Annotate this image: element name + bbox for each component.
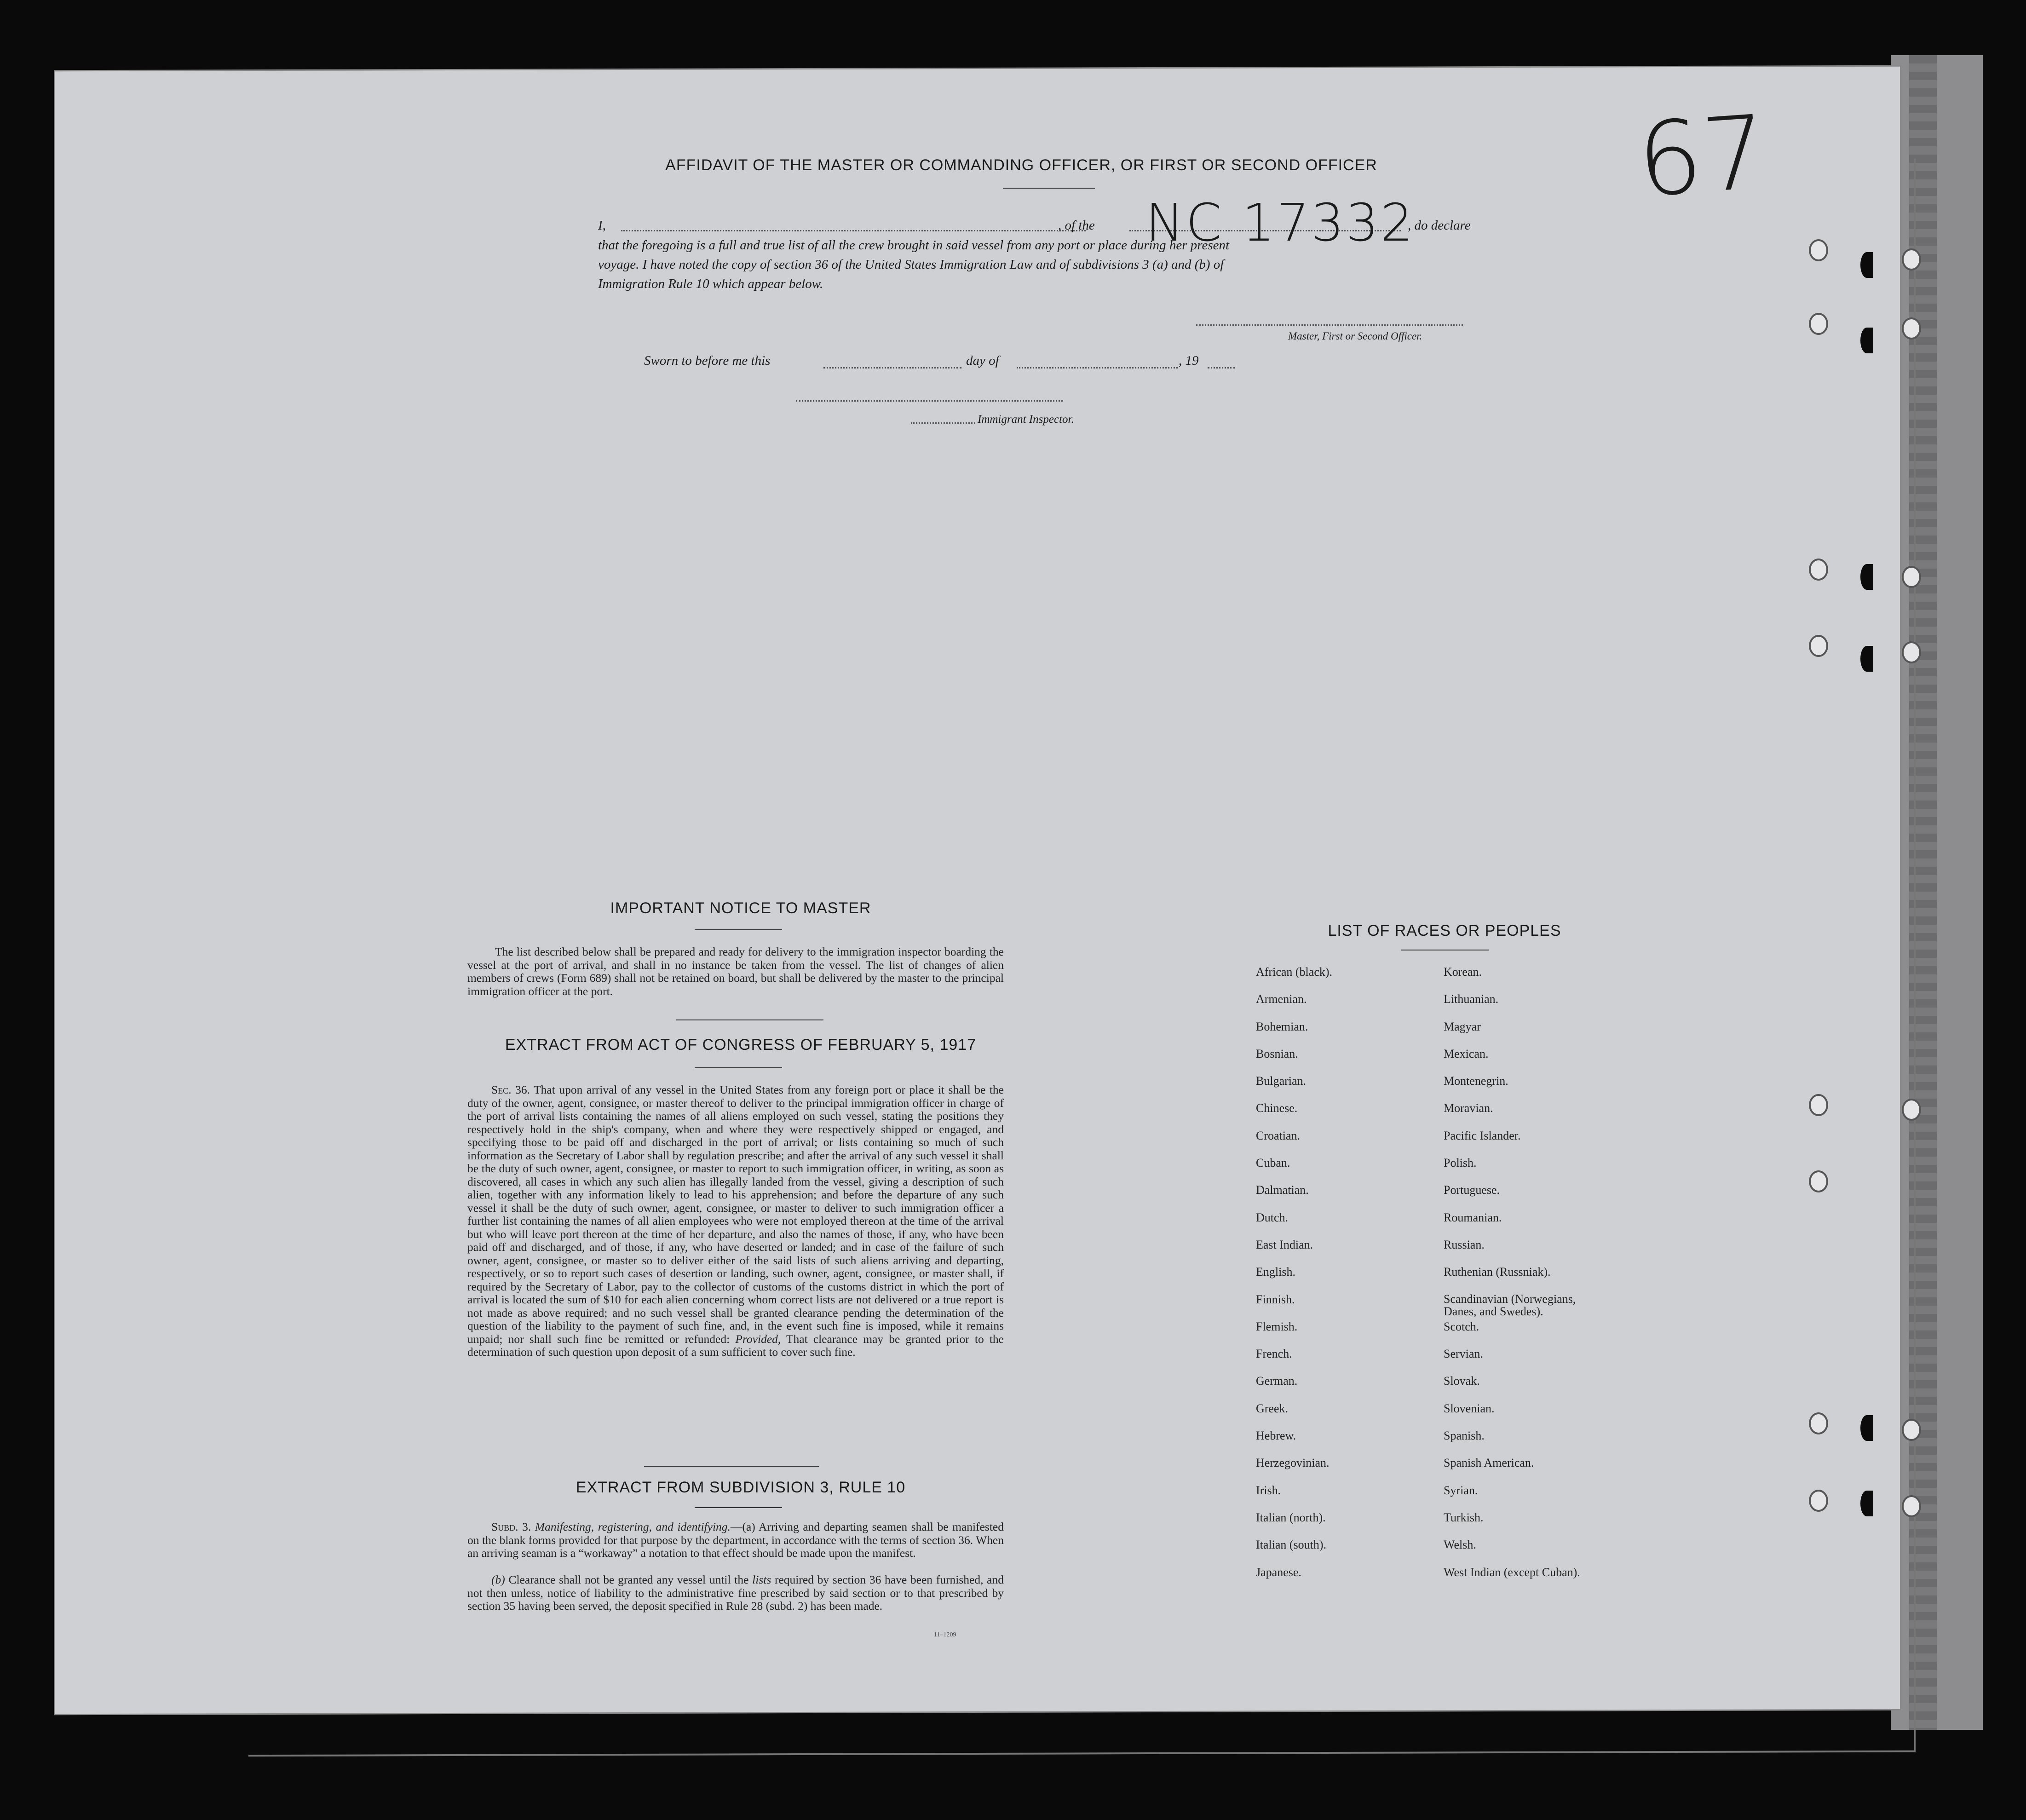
binder-hole — [1809, 559, 1828, 581]
race-item: Lithuanian. — [1444, 992, 1499, 1006]
page-number-handwritten: 67 — [1634, 93, 1771, 220]
b-text-2: required by section 36 have been furnished, and not then unless, notice of liability to the administrative fine prescribed by said section or to that prescribed by section 35 having been served, the deposit specified in Rule 28 (subd. 2) has been made. — [467, 1573, 1004, 1613]
act-text-body: That upon arrival of any vessel in the United States from any foreign port or place it shall be the duty of the owner, agent, consignee, or master thereof to deliver to the principal immigration officer in charge of the port of arrival lists containing the names of all aliens employed on such vessel, stating the positions they respectively hold in the ship's company, when and where they were respectively shipped or engaged, and specifying those to be paid off and discharged in the port of arrival; or lists containing so much of such information as the Secretary of Labor shall by regulation prescribe; and after the arrival of any such vessel it shall be the duty of such owner, agent, consignee, or master to report to such immigration officer, in writing, as soon as discovered, all cases in which any such alien has illegally landed from the vessel, giving a description of such alien, together with any information likely to lead to his apprehension; and before the departure of any such vessel it shall be the duty of such owner, agent, consignee, or master to deliver to such immigration officer a further list containing the names of all alien employees who were not employed thereon at the time of the arrival but who will leave port thereon at the time of her departure, and also the names of those, if any, who have been paid off and discharged, and of those, if any, who have deserted or landed; and in case of the failure of such owner, agent, consignee, or master so to deliver either of the said lists of such aliens arriving and departing, respectively, or so to report such cases of desertion or landing, such owner, agent, consignee, or master shall, if required by the Secretary of Labor, pay to the collector of customs of the customs district in which the port of arrival is located the sum of $10 for each alien concerning whom correct lists are not delivered or a true report is not made as above required; and no such vessel shall be granted clearance pending the determination of the question of the liability to the payment of such fine, and, in the event such fine is imposed, while it remains unpaid; nor shall such fine be remitted or refunded: — [467, 1083, 1004, 1346]
section-rule — [644, 1466, 819, 1467]
signature-caption: Master, First or Second Officer. — [1288, 330, 1422, 342]
signature-blank — [1196, 324, 1463, 326]
race-item: Korean. — [1444, 965, 1482, 979]
declare-label: , do declare — [1408, 218, 1471, 233]
race-item: Greek. — [1256, 1401, 1289, 1415]
title-rule — [695, 1507, 782, 1508]
rule10-title: EXTRACT FROM SUBDIVISION 3, RULE 10 — [576, 1479, 906, 1496]
race-item: Finnish. — [1256, 1292, 1295, 1306]
binder-hole — [1902, 641, 1921, 663]
rule10-subd-text — [467, 1521, 1004, 1560]
binder-hole — [1809, 1412, 1828, 1434]
inspector-blank-short — [911, 422, 975, 424]
race-item: Polish. — [1444, 1156, 1477, 1170]
act-title: EXTRACT FROM ACT OF CONGRESS OF FEBRUARY 5, 1917 — [505, 1036, 977, 1054]
race-item: Moravian. — [1444, 1101, 1493, 1115]
races-left-column — [1256, 965, 1431, 1593]
race-item: Italian (south). — [1256, 1538, 1327, 1552]
binder-hole — [1902, 566, 1921, 588]
race-item: Japanese. — [1256, 1565, 1301, 1579]
race-item: Italian (north). — [1256, 1510, 1326, 1524]
binder-notch — [1860, 1415, 1873, 1441]
provided-label: Provided, — [735, 1332, 781, 1346]
race-item: Hebrew. — [1256, 1429, 1296, 1443]
sec-label: Sec. 36. — [491, 1083, 530, 1096]
section-rule — [676, 1019, 823, 1020]
act-text-end: That clearance may be granted prior to the determination of such question upon deposit of a sum sufficient to cover such fine. — [467, 1332, 1004, 1359]
notice-text: The list described below shall be prepared and ready for delivery to the immigration inspector boarding the vessel at the port of arrival, and shall in no instance be taken from the vessel. The list of changes of alien members of crews (Form 689) shall not be retained on board, but shall be delivered by the master to the principal immigration officer at the port. — [467, 945, 1004, 998]
i-label: I, — [598, 218, 606, 233]
title-rule — [695, 929, 782, 930]
races-right-column — [1444, 965, 1628, 1593]
race-item: Portuguese. — [1444, 1183, 1500, 1197]
vessel-name-handwritten: NC 17332 — [1145, 193, 1415, 253]
act-text — [467, 1083, 1004, 1359]
b-text-1: Clearance shall not be granted any vessel until the — [508, 1573, 749, 1586]
race-item: Flemish. — [1256, 1319, 1298, 1333]
race-item: Russian. — [1444, 1238, 1485, 1251]
race-item: Spanish. — [1444, 1429, 1485, 1443]
race-item: Turkish. — [1444, 1510, 1484, 1524]
binder-hole — [1902, 248, 1921, 271]
b-label: (b) — [491, 1573, 505, 1586]
race-item: Mexican. — [1444, 1047, 1489, 1060]
sworn-month-blank — [1017, 367, 1178, 369]
race-item: Dutch. — [1256, 1210, 1289, 1224]
binder-hole — [1809, 1170, 1828, 1192]
race-item: Croatian. — [1256, 1129, 1301, 1142]
race-item: Bosnian. — [1256, 1047, 1298, 1060]
affidavit-text — [598, 236, 1500, 294]
form-code: 11–1209 — [934, 1631, 956, 1638]
race-item: French. — [1256, 1347, 1292, 1361]
binder-hole — [1809, 1094, 1828, 1116]
race-item: Armenian. — [1256, 992, 1307, 1006]
races-title: LIST OF RACES OR PEOPLES — [1328, 922, 1561, 939]
binder-notch — [1860, 328, 1873, 353]
subd-text: —(a) Arriving and departing seamen shall be manifested on the blank forms provided for that purpose by the department, in accordance with the terms of section 36. When an arriving seaman is a “workaway” a notation to that effect should be made upon the manifest. — [467, 1520, 1004, 1560]
race-item: Herzegovinian. — [1256, 1456, 1330, 1470]
race-item: Welsh. — [1444, 1538, 1476, 1552]
race-item: Servian. — [1444, 1347, 1483, 1361]
name-blank — [621, 230, 1086, 231]
race-item: Pacific Islander. — [1444, 1129, 1521, 1142]
binder-hole — [1809, 239, 1828, 261]
race-item: Roumanian. — [1444, 1210, 1502, 1224]
year-label: , 19 — [1179, 353, 1199, 368]
binder-hole — [1902, 317, 1921, 340]
race-item: Dalmatian. — [1256, 1183, 1309, 1197]
race-item: Bohemian. — [1256, 1019, 1308, 1033]
race-item: West Indian (except Cuban). — [1444, 1565, 1580, 1579]
affidavit-title: AFFIDAVIT OF THE MASTER OR COMMANDING OFFICER, OR FIRST OR SECOND OFFICER — [665, 156, 1377, 174]
race-item: Chinese. — [1256, 1101, 1298, 1115]
title-rule — [695, 1067, 782, 1068]
binder-hole — [1902, 1419, 1921, 1441]
race-item: Magyar — [1444, 1019, 1481, 1033]
race-item: Cuban. — [1256, 1156, 1290, 1170]
binder-notch — [1860, 646, 1873, 672]
binder-notch — [1860, 252, 1873, 278]
subd-italic: Manifesting, registering, and identifying. — [535, 1520, 731, 1533]
subd-label: Subd. 3. — [491, 1520, 531, 1533]
rule10-b-text — [467, 1573, 1004, 1613]
race-item: German. — [1256, 1374, 1298, 1388]
binder-hole — [1809, 313, 1828, 335]
day-of-label: day of — [966, 353, 999, 368]
binder-hole — [1902, 1495, 1921, 1517]
notice-title: IMPORTANT NOTICE TO MASTER — [610, 899, 871, 917]
race-item: Spanish American. — [1444, 1456, 1534, 1470]
binder-hole — [1809, 1490, 1828, 1512]
inspector-caption: Immigrant Inspector. — [978, 413, 1074, 426]
race-item: Montenegrin. — [1444, 1074, 1508, 1088]
race-item: Slovenian. — [1444, 1401, 1495, 1415]
race-item: Ruthenian (Russniak). — [1444, 1265, 1551, 1279]
affidavit-text-line: voyage. I have noted the copy of section 36 of the United States Immigration Law and of subdivisions 3 (a) and (b) of — [598, 257, 1224, 272]
sworn-year-blank — [1208, 367, 1235, 369]
race-item: Scandinavian (Norwegians, Danes, and Swedes). — [1444, 1292, 1576, 1318]
binder-notch — [1860, 564, 1873, 590]
race-item: Syrian. — [1444, 1483, 1478, 1497]
race-item: Slovak. — [1444, 1374, 1480, 1388]
race-item: Bulgarian. — [1256, 1074, 1307, 1088]
b-italic: lists — [752, 1573, 771, 1586]
sworn-label: Sworn to before me this — [644, 353, 771, 368]
race-item: African (black). — [1256, 965, 1333, 979]
race-item: English. — [1256, 1265, 1295, 1279]
race-item: Scotch. — [1444, 1319, 1479, 1333]
sworn-line — [644, 353, 1242, 376]
binder-notch — [1860, 1491, 1873, 1516]
sworn-day-blank — [823, 367, 961, 369]
binder-hole — [1902, 1099, 1921, 1121]
binder-hole — [1809, 635, 1828, 657]
race-item: East Indian. — [1256, 1238, 1313, 1251]
inspector-blank — [796, 400, 1063, 402]
affidavit-text-line: Immigration Rule 10 which appear below. — [598, 276, 823, 291]
affidavit-text-line: that the foregoing is a full and true list of all the crew brought in said vessel from any port or place during her present — [598, 238, 1230, 253]
title-rule — [1003, 188, 1095, 189]
race-item: Irish. — [1256, 1483, 1281, 1497]
of-the-label: , of the — [1058, 218, 1095, 233]
